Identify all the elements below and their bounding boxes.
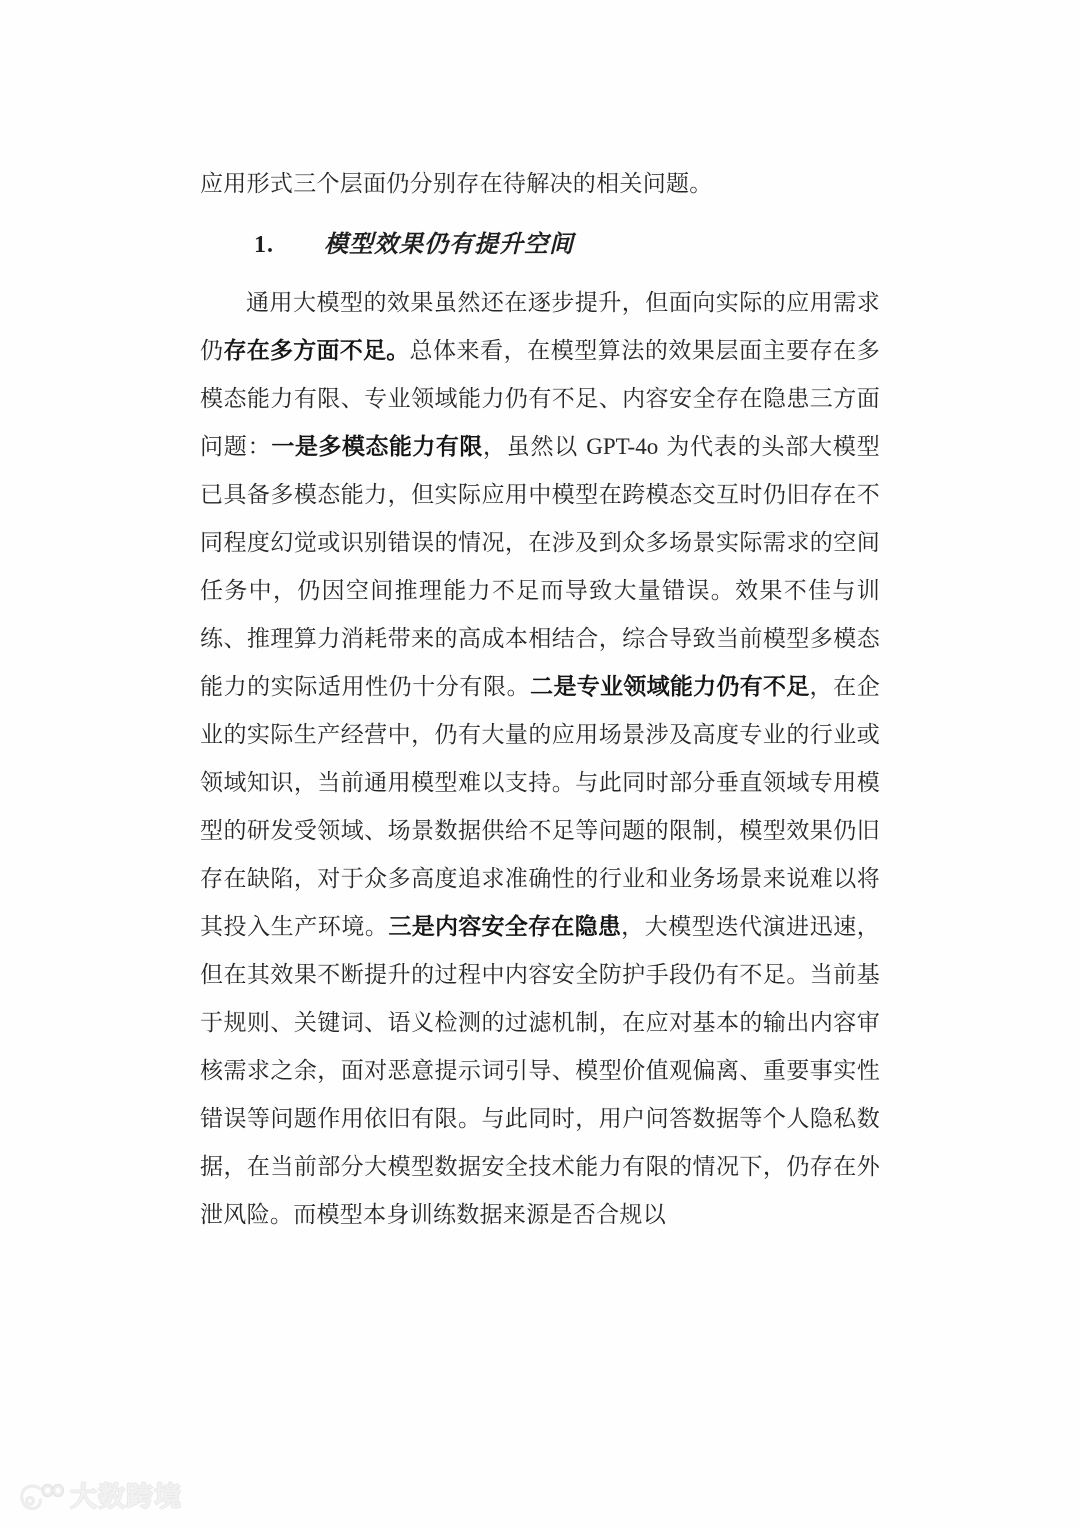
text-segment-bold-point-one: 一是多模态能力有限 (271, 434, 483, 460)
model-name-gpt4o: GPT-4o (586, 434, 659, 459)
text-segment-plain: ，在企业的实际生产经营中，仍有大量的应用场景涉及高度专业的行业或领域知识，当前通用模型难以支持。与此同时部分垂直领域专用模型的研发受领域、场景数据供给不足等问题的限制，模型效果仍旧存在缺陷，对于众多高度追求准确性的行业和业务场景来说难以将其投入生产环境。 (200, 674, 881, 940)
page-content (200, 160, 880, 1239)
continued-paragraph: 应用形式三个层面仍分别存在待解决的相关问题。 (200, 171, 713, 197)
text-segment-bold-point-two: 二是专业领域能力仍有不足 (530, 674, 810, 700)
section-heading-separator (274, 229, 324, 258)
text-segment-plain: 总体来看，在模型算法的效果层面主要存在多模态能力有限、专业领域能力仍有不足、内容安全存在隐患三方面问题： (200, 338, 881, 460)
text-segment-plain: 通用大模型的效果虽然还在逐步提升，但面向实际的应用需求仍 (200, 290, 880, 364)
text-segment-plain: ，虽然以 (482, 434, 587, 460)
text-segment-plain: ，大模型迭代演进迅速，但在其效果不断提升的过程中内容安全防护手段仍有不足。当前基于规则、关键词、语义检测的过滤机制，在应对基本的输出内容审核需求之余，面对恶意提示词引导、模型价值观偏离、重要事实性错误等问题作用依旧有限。与此同时，用户问答数据等个人隐私数据，在当前部分大模型数据安全技术能力有限的情况下，仍存在外泄风险。而模型本身训练数据来源是否合规以 (200, 914, 880, 1228)
owl-logo-icon (18, 1481, 64, 1513)
text-segment-bold-emphasis: 存在多方面不足。 (223, 338, 410, 364)
section-heading-number: 1. (254, 232, 274, 258)
body-paragraph (200, 279, 880, 1239)
section-heading (200, 218, 880, 271)
watermark (18, 1481, 182, 1513)
section-heading-title: 模型效果仍有提升空间 (324, 229, 574, 258)
spacer (200, 271, 880, 279)
text-segment-plain: 为代表的头部大模型已具备多模态能力，但实际应用中模型在跨模态交互时仍旧存在不同程度幻觉或识别错误的情况，在涉及到众多场景实际需求的空间任务中，仍因空间推理能力不足而导致大量错误。效果不佳与训练、推理算力消耗带来的高成本相结合，综合导致当前模型多模态能力的实际适用性仍十分有限。 (200, 434, 881, 700)
watermark-text: 大数跨境 (70, 1481, 182, 1513)
spacer (200, 208, 880, 218)
text-segment-bold-point-three: 三是内容安全存在隐患 (388, 914, 622, 940)
